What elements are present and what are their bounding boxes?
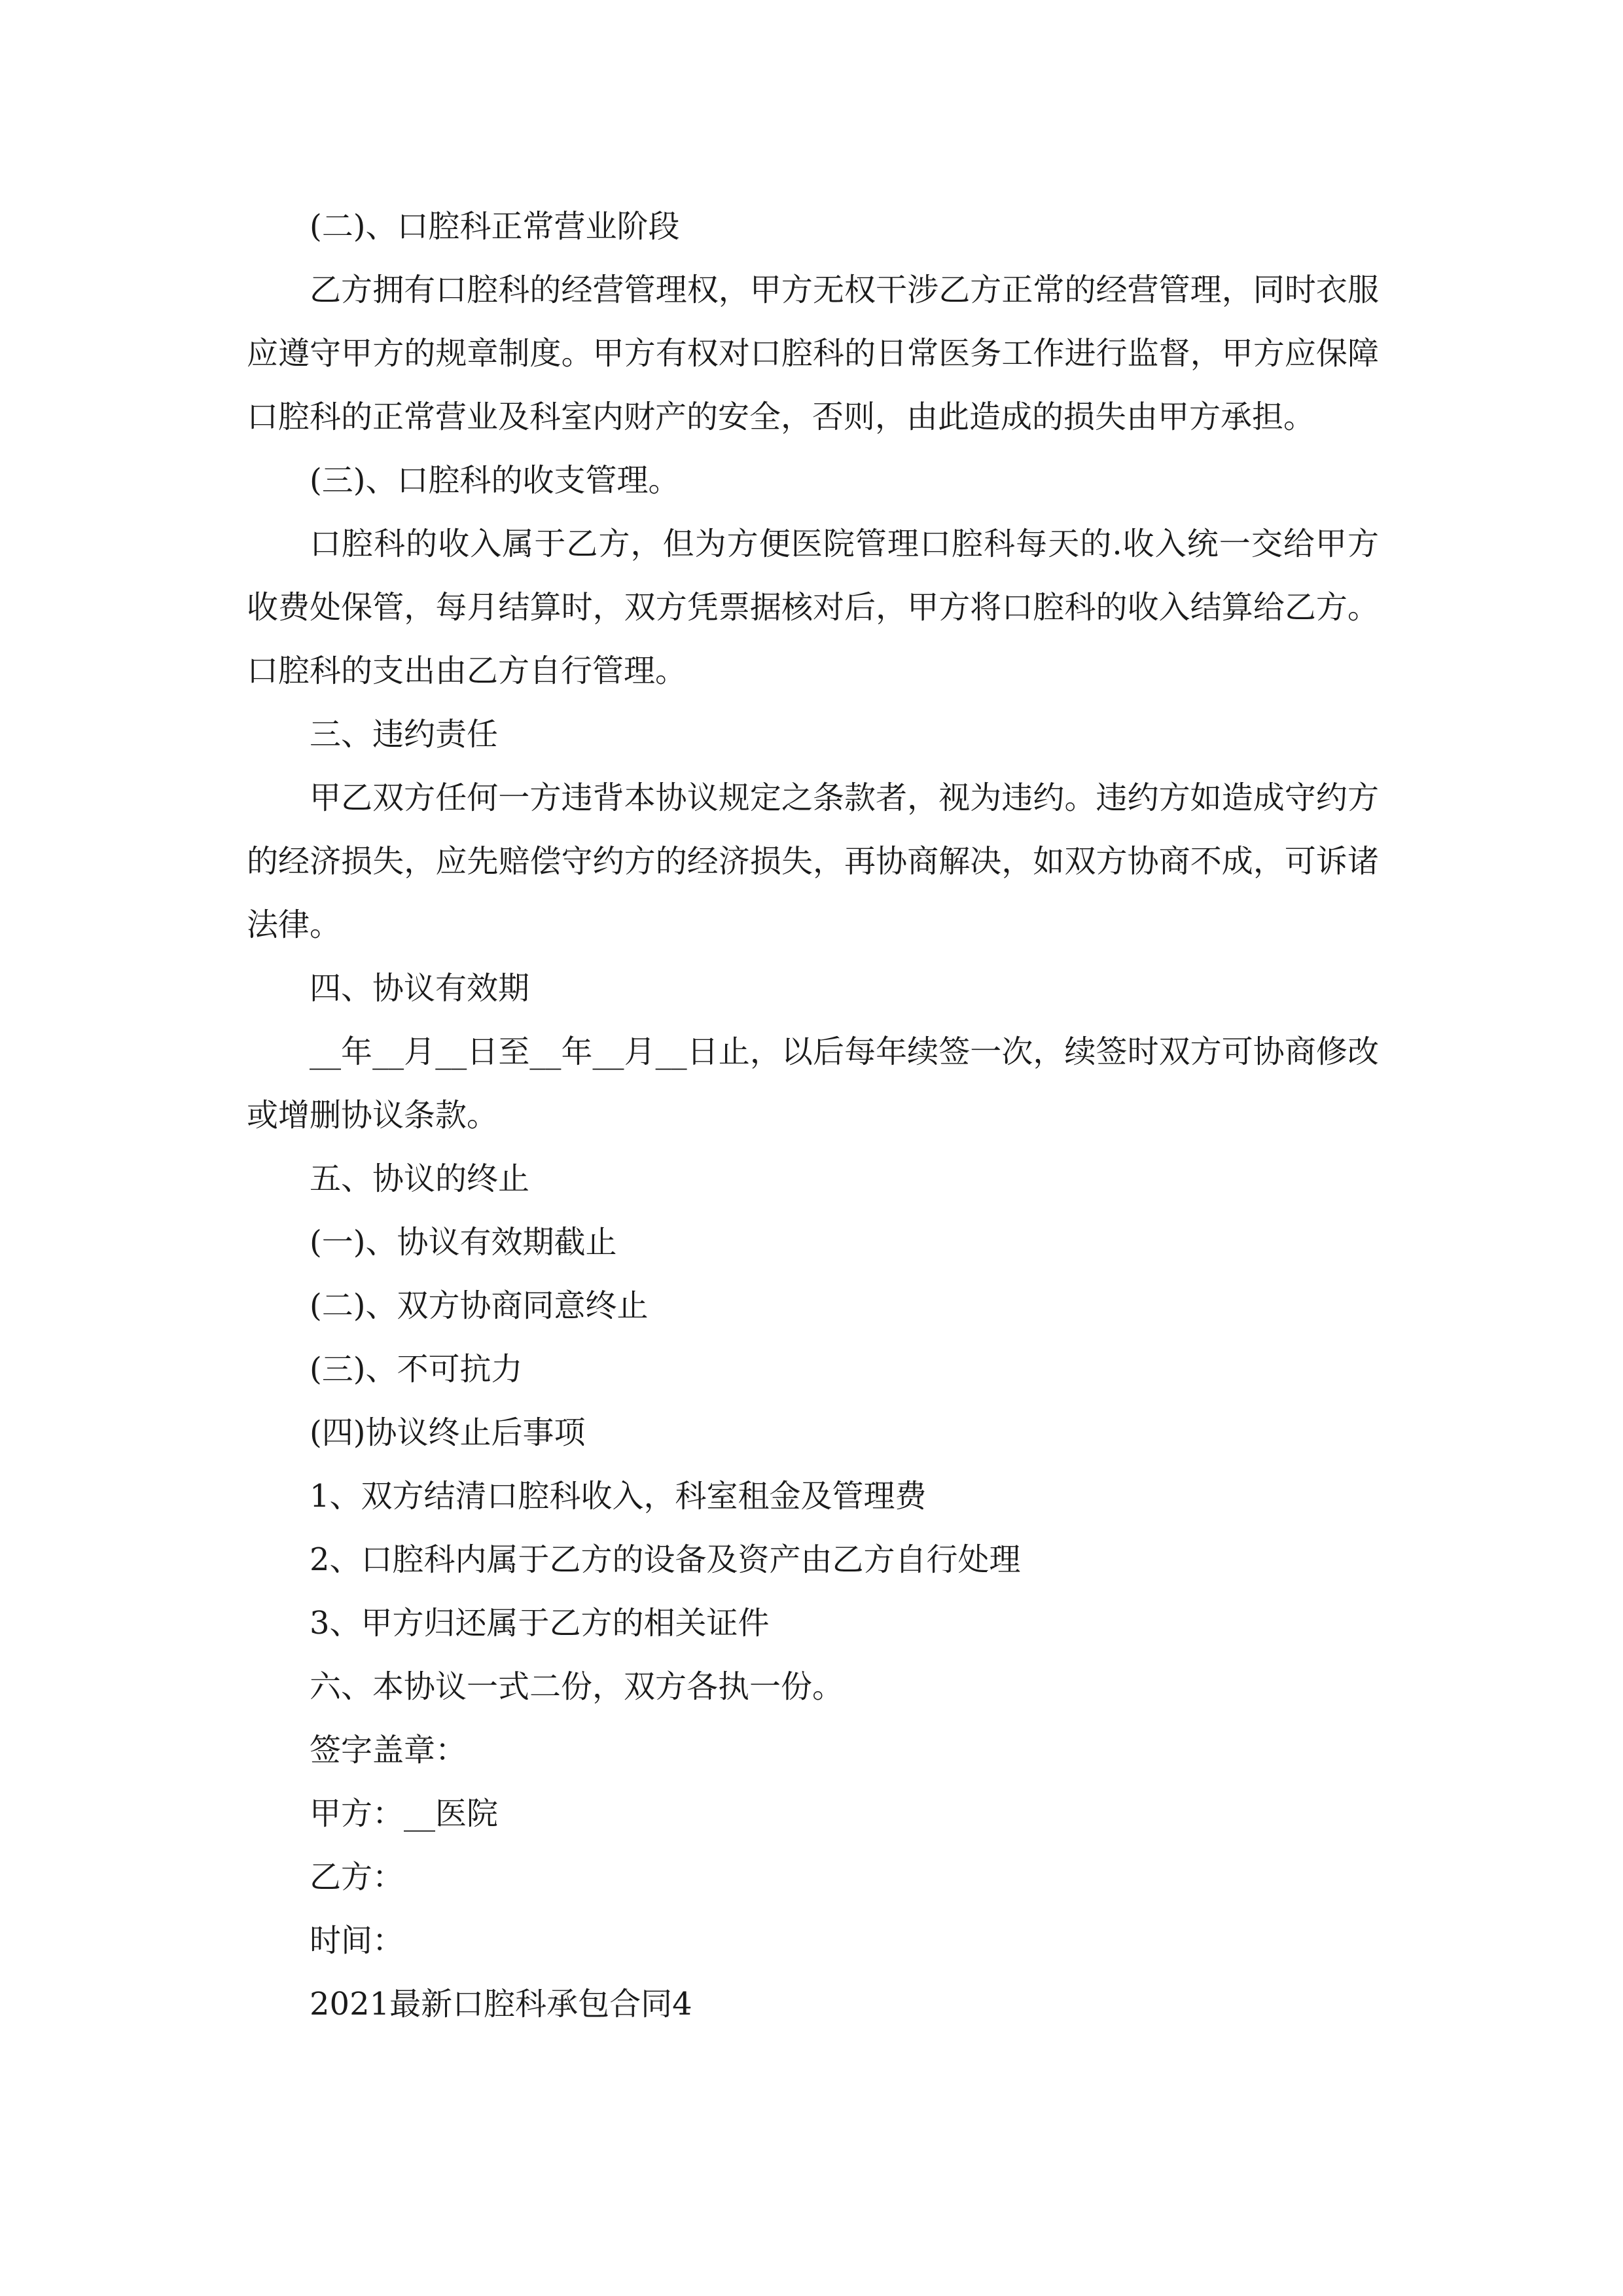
party-a-line: 甲方：__医院 [310,1795,499,1832]
party-b-line: 乙方： [310,1859,404,1895]
next-contract-title: 2021最新口腔科承包合同4 [310,1986,692,2022]
date-line: 时间： [310,1922,404,1959]
paragraph-income-settlement: 口腔科的收入属于乙方，但为方便医院管理口腔科每天的.收入统一交给甲方收费处保管，每月结算时，双方凭票据核对后，甲方将口腔科的收入结算给乙方。口腔科的支出由乙方自行管理。 [247,526,1379,689]
list-item-termination-1: (一)、协议有效期截止 [310,1224,617,1261]
section-heading-termination: 五、协议的终止 [310,1160,530,1197]
paragraph-breach-liability: 甲乙双方任何一方违背本协议规定之条款者，视为违约。违约方如造成守约方的经济损失，应先赔偿守约方的经济损失，再协商解决，如双方协商不成，可诉诸法律。 [247,780,1379,943]
paragraph-validity-period: __年__月__日至__年__月__日止，以后每年续签一次，续签时双方可协商修改或增删协议条款。 [247,1033,1379,1134]
document-body [247,195,1379,2036]
list-item-termination-2: (二)、双方协商同意终止 [310,1287,649,1324]
section-heading-breach: 三、违约责任 [310,716,499,753]
section-copies: 六、本协议一式二份，双方各执一份。 [310,1668,844,1705]
list-item-after-termination-1: 1、双方结清口腔科收入，科室租金及管理费 [310,1478,927,1515]
list-item-termination-3: (三)、不可抗力 [310,1351,523,1388]
paragraph-management-rights: 乙方拥有口腔科的经营管理权，甲方无权干涉乙方正常的经营管理，同时衣服应遵守甲方的规章制度。甲方有权对口腔科的日常医务工作进行监督，甲方应保障口腔科的正常营业及科室内财产的安全，否则，由此造成的损失由甲方承担。 [247,272,1379,435]
list-item-termination-4: (四)协议终止后事项 [310,1414,586,1451]
signature-label: 签字盖章： [310,1732,467,1768]
list-item-after-termination-3: 3、甲方归还属于乙方的相关证件 [310,1605,770,1641]
section-heading-income-expense: (三)、口腔科的收支管理。 [310,462,680,499]
section-heading-normal-operation: (二)、口腔科正常营业阶段 [310,208,680,245]
section-heading-validity: 四、协议有效期 [310,970,530,1007]
list-item-after-termination-2: 2、口腔科内属于乙方的设备及资产由乙方自行处理 [310,1541,1021,1578]
